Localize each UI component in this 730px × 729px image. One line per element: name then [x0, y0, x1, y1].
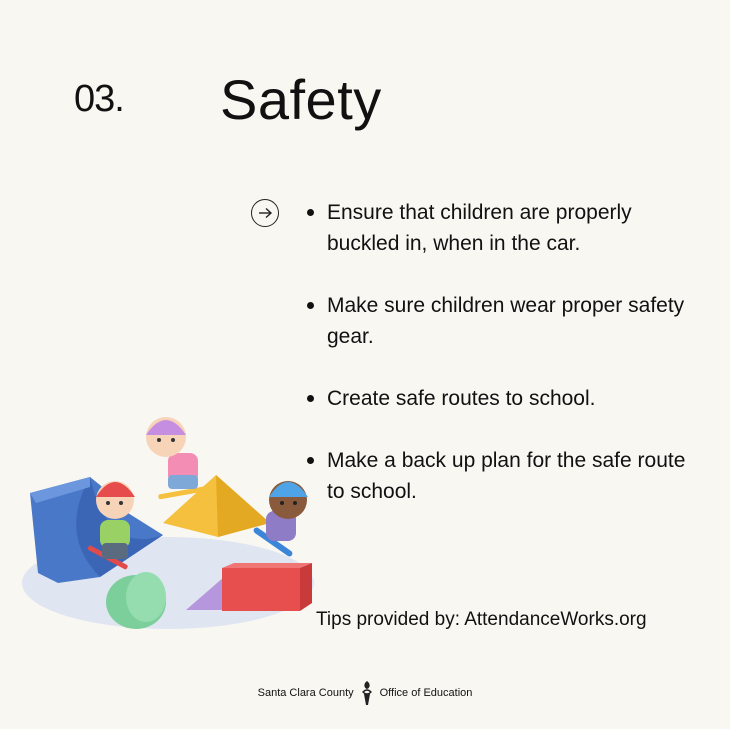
kid-purple-helmet — [146, 417, 210, 499]
footer — [0, 680, 730, 706]
credit-text: Tips provided by: AttendanceWorks.org — [316, 609, 647, 630]
arrow-right-icon — [251, 199, 279, 227]
tip-item: Make sure children wear proper safety gear. — [327, 290, 687, 352]
kids-skatepark-illustration — [18, 405, 328, 635]
tip-item: Ensure that children are properly buckled in, when in the car. — [327, 197, 687, 259]
page-title: Safety — [220, 68, 382, 131]
red-block-side — [300, 563, 312, 611]
yellow-pyramid-shade — [216, 475, 270, 537]
torch-logo-icon — [360, 680, 374, 706]
page-number: 03. — [74, 78, 124, 120]
footer-right-text: Office of Education — [379, 687, 473, 699]
footer-left-text: Santa Clara County — [257, 687, 354, 699]
tip-item: Make a back up plan for the safe route to school. — [327, 445, 687, 507]
red-block-top — [222, 563, 312, 568]
red-block-front — [222, 568, 300, 611]
green-cylinder-top — [126, 572, 166, 622]
tip-item: Create safe routes to school. — [327, 383, 687, 414]
tips-list — [327, 197, 687, 538]
